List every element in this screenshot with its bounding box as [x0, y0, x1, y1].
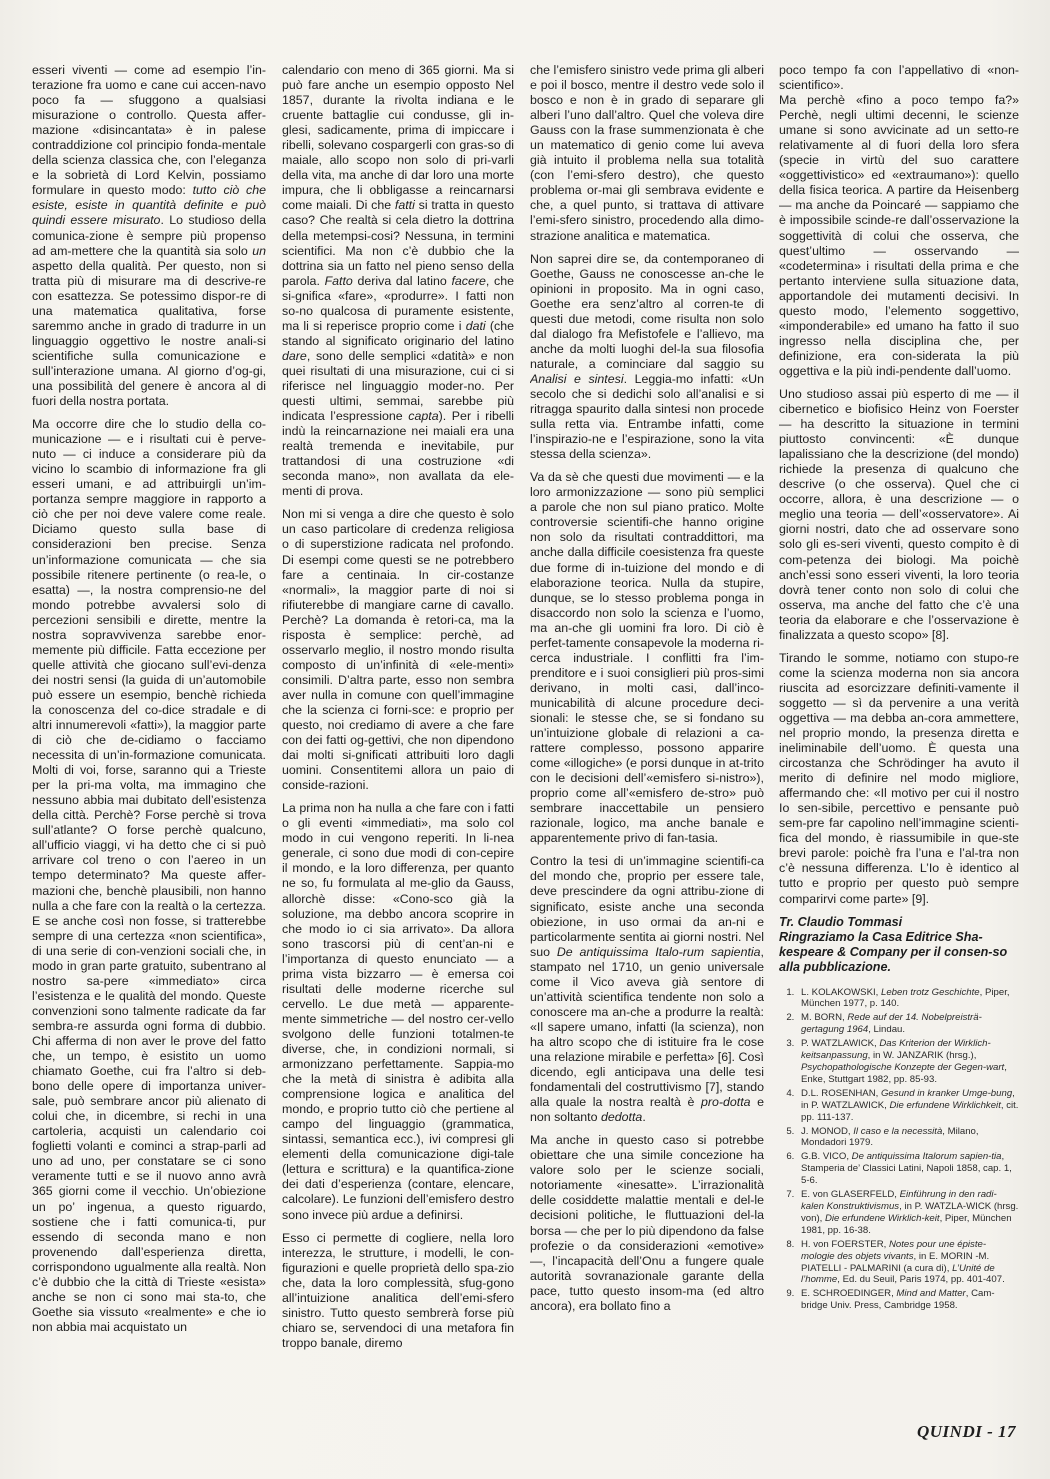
- footnote-item: 9. E. SCHROEDINGER, Mind and Matter, Cam-bridge Univ. Press, Cambridge 1958.: [797, 1288, 1019, 1312]
- text-column-3: [530, 63, 764, 1388]
- italic-text: Psychopathologische Konzepte der Gegen-wart: [801, 1062, 1005, 1074]
- italic-text: Notes pour une épiste-mologie des objets vivants: [801, 1238, 987, 1262]
- footnote-item: 3. P. WATZLAWICK, Das Kriterion der Wirklich-keitsanpassung, in W. JANZARIK (hrsg.), Psychopathologische Konzepte der Gegen-wart, Enke, Stuttgart 1982, pp. 85-93.: [797, 1038, 1019, 1086]
- italic-text: De antiquissima Italo-rum sapientia: [556, 944, 761, 959]
- italic-text: dare: [282, 348, 307, 363]
- italic-text: Die erfundene Wirklichkeit: [889, 1099, 1001, 1111]
- paragraph: Ma perchè «fino a poco tempo fa?» Perchè, negli ultimi decenni, le scienze umane si sono avvicinate ad un setto-re relativamente al di fuori della loro sfera (specie in virtù del suo carattere «oggettivistico» ed «extraumano»): quello della fisica teorica. A partire da Heisenberg — ma anche da Poincaré — sappiamo che è impossibile scinde-re dall’osservazione la soggettività di colui che osserva, che quest’ultimo — osservando — «codetermina» i risultati della prima e che pertanto interviene sulla situazione data, apportandole dei mutamenti decisivi. In questo modo, l’elemento soggettivo, «imponderabile» ed umano ha fatto il suo ingresso nella disciplina che, per definizione, era con-siderata la più oggettiva e la più indi-pendente dall’uomo.: [779, 93, 1019, 378]
- footnote-item: 4. D.L. ROSENHAN, Gesund in kranker Umge-bung, in P. WATZLAWICK, Die erfundene Wirklichkeit, cit. pp. 111-137.: [797, 1088, 1019, 1124]
- footnote-item: 1. L. KOLAKOWSKI, Leben trotz Geschichte, Piper, München 1977, p. 140.: [797, 987, 1019, 1011]
- page-folio: QUINDI - 17: [917, 1422, 1016, 1441]
- italic-text: Analisi e sintesi: [530, 371, 624, 386]
- text-column-1: [32, 63, 266, 1388]
- italic-text: De antiquissima Italorum sapien-tia: [851, 1151, 1002, 1163]
- paragraph: poco tempo fa con l’appellativo di «non-scientifico».: [779, 63, 1019, 93]
- paragraph: Tirando le somme, notiamo con stupo-re come la scienza moderna non sia ancora riuscita ad esorcizzare definiti-vamente il soggetto — sì da pervenire a una verità oggettiva — ma debba an-cora ammettere, nel proprio mondo, la presenza diretta e ineliminabile dell’uomo. È questa una circostanza che Schrödinger ha avuto il merito di definire nel modo migliore, affermando che: «Il motivo per cui il nostro Io sen-sibile, percettivo e pensante può sem-pre far capolino nell’immagine scienti-fica del mondo, è riassumibile in que-ste brevi parole: poichè fra l’una e l’al-tra non c’è nessuna differenza. L’Io è identico al tutto e proprio per questo può sempre comparirvi come parte» [9].: [779, 650, 1019, 906]
- italic-text: un: [252, 243, 266, 258]
- paragraph: calendario con meno di 365 giorni. Ma si può fare anche un esempio opposto Nel 1857, durante la rivolta indiana e le cruente battaglie cui condusse, gli in-glesi, sadicamente, prima di impiccare i ribelli, solevano cospargerli con gras-so di maiale, allo scopo non solo di pri-varli della vita, ma anche di dar loro una morte impura, che li obbligasse a reincarnarsi come maiali. Di che fatti si tratta in questo caso? Che realtà si cela dietro la dottrina della metempsi-cosi? Nessuna, in termini scientifici. Ma non c’è dubbio che la dottrina sia un fatto nel pieno senso della parola. Fatto deriva dal latino facere, che si-gnifica «fare», «produrre». I fatti non so-no qualcosa di puramente esistente, ma li si reperisce proprio come i dati (che stando al significato originario del latino dare, sono delle semplici «datità» e non quei risultati di una misurazione, cui ci si riferisce nel linguaggio moder-no. Per questi ultimi, semmai, sarebbe più indicata l’espressione capta). Per i ribelli indù la reincarnazione nei maiali era una realtà tremenda e inevitabile, pur trattandosi di una costruzione «di seconda mano», non avallata da ele-menti di prova.: [282, 63, 514, 499]
- footnotes-list: [779, 987, 1019, 1313]
- translator-credit: Tr. Claudio Tommasi Ringraziamo la Casa Editrice Sha-kespeare & Company per il consen-so alla pubblicazione.: [779, 914, 1008, 974]
- italic-text: Il caso e la necessità: [853, 1125, 943, 1137]
- paragraph: che l’emisfero sinistro vede prima gli alberi e poi il bosco, mentre il destro vede solo il bosco e non è in grado di separare gli alberi l’uno dall’altro. Quel che voleva dire Gauss con la frase summenzionata è che un matematico di genio come lui aveva già intuito il problema nella sua totalità (con l’emi-sfero destro), che questo problema or-mai gli sembrava evidente e che, a quel punto, si trattava di attivare l’emi-sfero sinistro, procedendo alla dimo-strazione analitica e matematica.: [530, 63, 764, 243]
- paragraph: Ma anche in questo caso si potrebbe obiettare che una simile concezione ha valore solo per le scienze sociali, notoriamente «inesatte». L’irrazionalità delle cosiddette malattie mentali e del-le decisioni politiche, le fluttuazioni del-la borsa — che per lo più dipendono da false profezie o da considerazioni «emotive» —, l’incapacità dell’Onu a fungere quale autorità sovranazionale garante della pace, tutto questo insom-ma (ed altro ancora), era bollato fino a: [530, 1133, 764, 1313]
- italic-text: L’Unité de l’homme: [801, 1262, 995, 1286]
- footnote-item: 2. M. BORN, Rede auf der 14. Nobelpreisträ-gertagung 1964, Lindau.: [797, 1012, 1019, 1036]
- paragraph: Contro la tesi di un’immagine scientifi-ca del mondo che, proprio per essere tale, deve prescindere da ogni attribu-zione di significato, esiste anche una seconda obiezione, in uso ormai da an-ni e particolarmente sentita ai giorni nostri. Nel suo De antiquissima Italo-rum sapientia, stampato nel 1710, un genio universale come il Vico aveva già sentore di un’attività scientifica tendente non solo a conoscere ma an-che a produrre la realtà: «Il sapere umano, infatti (la scienza), non ha altro scopo che di istituire fra le cose una relazione mirabile e perfetta» [6]. Così dicendo, egli anticipava una delle tesi fondamentali del costruttivismo [7], stando alla quale la nostra realtà è pro-dotta e non soltanto dedotta.: [530, 854, 764, 1125]
- italic-text: pro-dotta: [700, 1095, 751, 1110]
- italic-text: dati: [465, 318, 486, 333]
- italic-text: capta: [408, 409, 439, 424]
- italic-text: tutto ciò che esiste, esiste in quantità definite e può quindi essere misurato: [32, 183, 266, 228]
- italic-text: Rede auf der 14. Nobelpreisträ-gertagung 1964: [801, 1012, 982, 1036]
- footnote-item: 7. E. von GLASERFELD, Einführung in den radi-kalen Konstruktivismus, in P. WATZLA-WICK (hrsg. von), Die erfundene Wirklich-keit, Piper, München 1981, pp. 16-38.: [797, 1189, 1019, 1237]
- italic-text: Leben trotz Geschichte: [880, 986, 980, 998]
- paragraph: Esso ci permette di cogliere, nella loro interezza, le strutture, i modelli, le con-figurazioni e quelle proprietà dello spa-zio che, data la loro complessità, sfug-gono all’intuizione analitica dell’emi-sfero sinistro. Tutto questo sembrerà forse più chiaro se, servendoci di una metafora fin troppo banale, diremo: [282, 1230, 514, 1350]
- footnote-item: 6. G.B. VICO, De antiquissima Italorum sapien-tia, Stamperia de’ Classici Latini, Napoli 1858, cap. 1, 5-6.: [797, 1151, 1019, 1187]
- italic-text: Einführung in den radi-kalen Konstruktivismus: [801, 1189, 997, 1212]
- italic-text: Fatto: [324, 273, 353, 288]
- paragraph: Uno studioso assai più esperto di me — il cibernetico e biofisico Heinz von Foerster — ha descritto la situazione in termini piuttosto convincenti: «È dunque lapalissiano che la descrizione (del mondo) richiede la presenza di qualcuno che descrive (o che osserva). Quel che ci occorre, allora, è una descrizione — o meglio una teoria — dell’«osservatore». Ai giorni nostri, dato che ad osservare sono solo gli es-seri viventi, questo compito è di com-petenza dei biologi. Ma poichè anch’essi sono esseri viventi, la loro teoria dovrà tener conto non solo di colui che osserva, ma anche del fatto che c’è una teoria da elaborare e che l’osservazione è finalizzata a questo scopo» [8].: [779, 386, 1019, 642]
- paragraph: Non mi si venga a dire che questo è solo un caso particolare di credenza religiosa o di superstizione radicata nel profondo. Di esempi come questi se ne potrebbero fare a centinaia. In cir-costanze «normali», la maggior parte di noi si rifiuterebbe di mangiare carne di cavallo. Perchè? La domanda è retori-ca, ma la risposta è semplice: perchè, ad osservarlo meglio, il nostro mondo risulta composto di un’infinità di «ele-menti» consimili. D’altra parte, esso non sembra aver nulla in comune con quell’immagine che la scienza ci forni-sce: e proprio per questo, noi crediamo di avere a che fare con dei fatti og-gettivi, che non dipendono dai molti si-gnificati attribuiti loro dagli uomini. Consentitemi allora un paio di conside-razioni.: [282, 507, 514, 793]
- italic-text: dedotta: [600, 1110, 643, 1125]
- footnote-item: 5. J. MONOD, Il caso e la necessità, Milano, Mondadori 1979.: [797, 1126, 1019, 1150]
- text-column-4: [779, 63, 1019, 1388]
- paragraph: La prima non ha nulla a che fare con i fatti o gli eventi «immediati», ma solo col modo in cui vengono reperiti. In li-nea generale, ci sono due modi di con-cepire il mondo, e la loro differenza, per quanto ne so, fu formulata al me-glio da Gauss, allorchè disse: «Cono-sco già la soluzione, ma debbo ancora scoprire in che modo io ci sia arrivato». Da allora sono trascorsi più di cent’an-ni e l’importanza di questo enunciato — a prima vista bizzarro — è emersa coi risultati delle moderne ricerche sul cervello. Le due metà — apparente-mente simmetriche — del nostro cer-vello svolgono delle funzioni totalmen-te diverse, che, in condizioni normali, si armonizzano perfettamente. Sappia-mo che la metà di sinistra è adibita alla comprensione logica e analitica del mondo, e proprio tutto ciò che pertiene al campo del linguaggio (grammatica, sintassi, semantica ecc.), ivi compresi gli elementi della comunicazione digi-tale (lettura e scrittura) e la quantifica-zione dei dati d’esperienza (contare, elencare, calcolare). Le funzioni dell’emisfero destro sono invece più ardue a definirsi.: [282, 801, 514, 1222]
- text-column-2: [282, 63, 514, 1388]
- italic-text: Mind and Matter: [896, 1288, 966, 1300]
- paragraph: esseri viventi — come ad esempio l’in-terazione fra uomo e cane cui accen-navo poco fa — sfuggono a qualsiasi misurazione o controllo. Questa affer-mazione «disincantata» è in palese contraddizione col principio fonda-mentale della scienza classica che, con l’eleganza e la sobrietà di Lord Kelvin, possiamo formulare in questo modo: tutto ciò che esiste, esiste in quantità definite e può quindi essere misurato. Lo studioso della comunica-zione è sempre più propenso ad am-mettere che la quantità sia solo un aspetto della qualità. Per questo, non si tratta più di misurare ma di descrive-re con esattezza. Se potessimo dispor-re di una matematica qualitativa, forse saremmo anche in grado di tradurre in un linguaggio oggettivo le nostre anali-si scientifiche sulla comunicazione e sull’interazione umana. Al giorno d’og-gi, una possibilità del genere è ancora al di fuori della nostra portata.: [32, 63, 266, 409]
- paragraph: Ma occorre dire che lo studio della co-municazione — e i risultati cui è perve-nuto — ci induce a considerare più da vicino lo scambio di informazione fra gli esseri umani, e ad attribuirgli un’im-portanza sempre maggiore in rapporto a ciò che per noi deve valere come reale. Diciamo questo sulla base di considerazioni ben precise. Senza un’informazione comunicata — che sia possibile ritenere pertinente (o rea-le, o esatta) —, la nostra comprensio-ne del mondo potrebbe avvalersi solo di percezioni sensibili e dirette, mentre la nostra sopravvivenza sarebbe enor-memente più difficile. Fatta eccezione per quelle attività che giocano sull’evi-denza dei nostri sensi (la guida di un’automobile può essere un esempio, benchè richieda la conoscenza del co-dice stradale e di altri innumerevoli «fatti»), la maggior parte di ciò che de-cidiamo o facciamo necessita di un’in-formazione comunicata. Molti di voi, forse, saranno qui a Trieste per la pri-ma volta, ma immagino che nessuno abbia mai dubitato dell’esistenza della città. Perchè? Forse perchè si trova sull’atlante? O forse perchè qualcuno, all’ufficio viaggi, vi ha detto che ci si può arrivare col treno o con l’aereo in un tempo determinato? Ma queste affer-mazioni che, benchè plausibili, non hanno nulla a che fare con la realtà o la certezza. E se anche così non fosse, si tratterebbe sempre di una certezza «non scientifica», di una serie di con-venzioni sociali che, in modo in gran parte gratuito, subentrano al nostro sa-pere «immediato» circa l’esistenza e le qualità del mondo. Queste convenzioni sono talmente radicate da far sembra-re assurda ogni forma di dubbio. Chi afferma di non aver le prove del fatto che, un tempo, è esistito un uomo chiamato Goethe, cui fra l’altro si deb-bono delle opere di importanza univer-sale, può sembrare ancor più alienato di colui che, in dicembre, si rechi in una cartoleria, acquisti un calendario coi foglietti volanti e cominci a strap-parli ad uno ad uno, per constatare se ci sono veramente tutti e se il nuovo anno avrà 365 giorni come il vecchio. Un’obiezione un po’ ingenua, a questo riguardo, sostiene che i fatti comunica-ti, pur essendo di seconda mano e non provenendo dall’esperienza diretta, corrispondono ugualmente alla realtà. Non c’è dubbio che la città di Trieste «esista» anche se non ci sono mai sta-to, che Goethe sia vissuto «realmente» e che io non abbia mai acquistato un: [32, 417, 266, 1334]
- italic-text: Die erfundene Wirklich-keit: [825, 1212, 940, 1224]
- italic-text: fatti: [394, 198, 415, 213]
- footnote-item: 8. H. von FOERSTER, Notes pour une épiste-mologie des objets vivants, in E. MORIN -M. PIATELLI - PALMARINI (a cura di), L’Unité de l’homme, Ed. du Seuil, Paris 1974, pp. 401-407.: [797, 1239, 1019, 1287]
- italic-text: Gesund in kranker Umge-bung: [880, 1087, 1013, 1099]
- italic-text: Das Kriterion der Wirklich-keitsanpassung: [801, 1038, 991, 1062]
- italic-text: facere: [451, 273, 486, 288]
- paragraph: Va da sè che questi due movimenti — e la loro armonizzazione — sono più semplici a parole che non sul piano pratico. Molte controversie scientifi-che hanno origine non solo da risultati contraddittori, ma anche dalla difficile coesistenza fra queste due forme di in-tuizione del mondo e di elaborazione teorica. Nulla da stupire, dunque, se lo stesso problema ponga in disaccordo non solo la scienza e l’uomo, ma an-che gli uomini fra loro. Di ciò è perfet-tamente consapevole la moderna ri-cerca industriale. I conflitti fra l’im-prenditore e i suoi consiglieri più pros-simi derivano, in molti casi, dall’inco-municabilità di alcune procedure deci-sionali: le stesse che, se si fondano su un’intuizione globale di relazioni a ca-rattere complesso, possono apparire come «illogiche» (e porsi dunque in at-trito con le decisioni dell’«emisfero si-nistro»), proprio come all’«emisfero de-stro» può sembrare inaccettabile un pensiero razionale, logico, ma anche banale e apparentemente privo di fan-tasia.: [530, 470, 764, 846]
- paragraph: Non saprei dire se, da contemporaneo di Goethe, Gauss ne conoscesse an-che le opinioni in proposito. Ma in ogni caso, Goethe era senz’altro al corren-te di questi due metodi, come risulta non solo dal dialogo fra Mefistofele e l’allievo, ma anche da molti luoghi del-la sua filosofia naturale, a cominciare dal saggio su Analisi e sintesi. Leggia-mo infatti: «Un secolo che si dedichi solo all’analisi e si ritragga spaurito dalla sintesi non procede sulla retta via. Entrambe infatti, come l’inspirazio-ne e l’espirazione, sono la vita stessa della scienza».: [530, 251, 764, 462]
